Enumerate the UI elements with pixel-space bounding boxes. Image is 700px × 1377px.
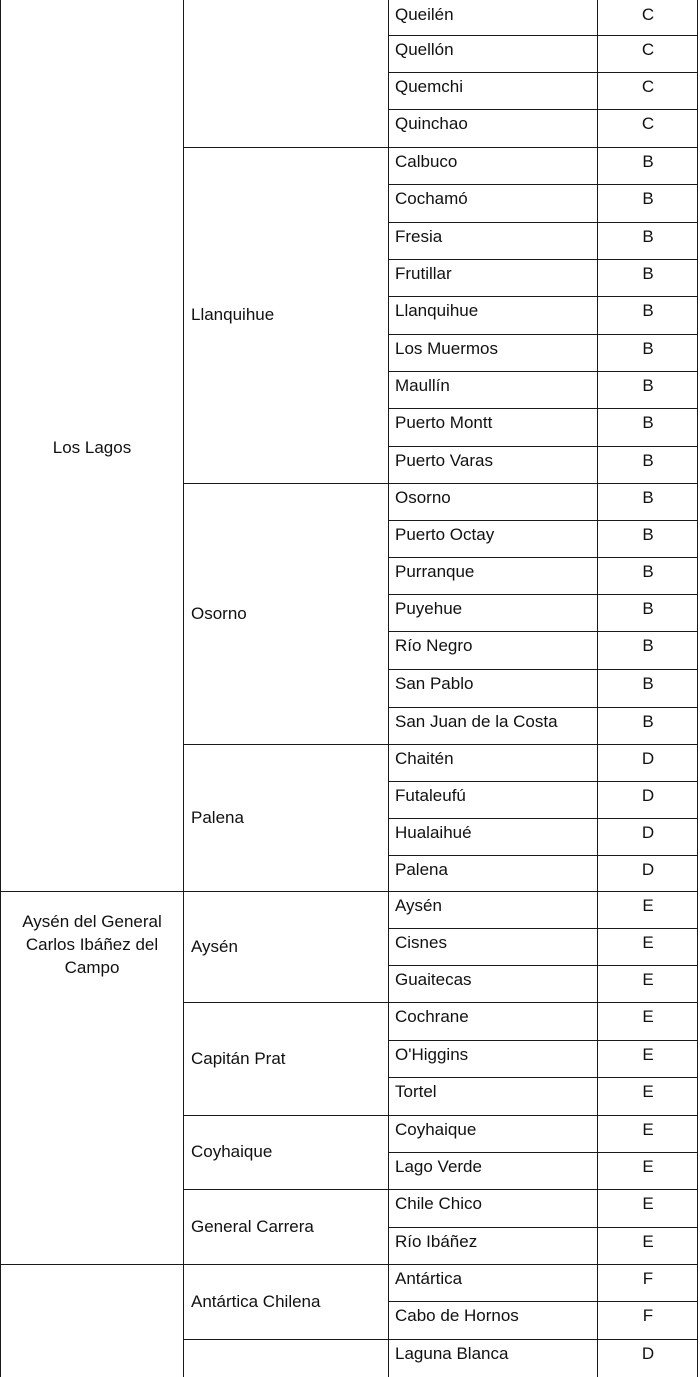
grade-value: E: [642, 1045, 654, 1064]
commune-name: Quellón: [395, 40, 454, 59]
grade-value: E: [642, 1082, 654, 1101]
grade-value: B: [642, 264, 654, 283]
province-name: Coyhaique: [191, 1142, 273, 1161]
grade-value: B: [642, 674, 654, 693]
grade-value: D: [641, 860, 655, 879]
grade-value: B: [642, 339, 654, 358]
commune-name: Futaleufú: [395, 786, 466, 805]
commune-name: Fresia: [395, 227, 443, 246]
commune-name: Hualaihué: [395, 823, 472, 842]
commune-name: Llanquihue: [395, 301, 479, 320]
grade-value: B: [642, 562, 654, 581]
commune-name: Chile Chico: [395, 1194, 482, 1213]
grade-value: B: [642, 189, 654, 208]
grade-value: D: [641, 786, 655, 805]
grade-value: E: [642, 896, 654, 915]
grade-value: B: [642, 227, 654, 246]
grade-value: B: [642, 525, 654, 544]
commune-name: Cisnes: [395, 933, 447, 952]
province-name: Llanquihue: [191, 305, 275, 324]
province-cell: [184, 0, 389, 147]
grade-value: E: [642, 970, 654, 989]
grade-value: B: [642, 376, 654, 395]
grade-value: E: [642, 1007, 654, 1026]
grade-value: C: [641, 77, 655, 96]
commune-name: Calbuco: [395, 152, 458, 171]
grade-value: E: [642, 1157, 654, 1176]
grade-value: F: [642, 1306, 654, 1325]
province-name: Capitán Prat: [191, 1049, 286, 1068]
grade-value: D: [641, 749, 655, 768]
grade-value: D: [641, 823, 655, 842]
grade-value: B: [642, 599, 654, 618]
commune-name: Antártica: [395, 1269, 463, 1288]
commune-name: Cochamó: [395, 189, 468, 208]
commune-name: Tortel: [395, 1082, 437, 1101]
province-name: Osorno: [191, 604, 247, 623]
grade-value: C: [641, 40, 655, 59]
commune-name: San Pablo: [395, 674, 474, 693]
commune-name: Purranque: [395, 562, 475, 581]
grade-value: B: [642, 636, 654, 655]
grade-value: B: [642, 301, 654, 320]
grade-value: B: [642, 712, 654, 731]
region-cell: [0, 1264, 184, 1377]
commune-name: Quemchi: [395, 77, 464, 96]
grade-value: F: [642, 1269, 654, 1288]
commune-name: Río Negro: [395, 636, 473, 655]
commune-name: Coyhaique: [395, 1120, 477, 1139]
commune-name: Chaitén: [395, 749, 454, 768]
province-name: Palena: [191, 808, 244, 827]
province-cell: [184, 1339, 389, 1377]
grade-value: B: [642, 451, 654, 470]
grade-value: B: [642, 413, 654, 432]
commune-name: Aysén: [395, 896, 442, 915]
commune-name: Puerto Montt: [395, 413, 493, 432]
commune-name: Puerto Varas: [395, 451, 493, 470]
province-name: Antártica Chilena: [191, 1292, 321, 1311]
region-name: Aysén del General Carlos Ibáñez del Campo: [22, 912, 162, 977]
region-name: Los Lagos: [52, 438, 132, 457]
grade-value: B: [642, 152, 654, 171]
commune-name: Laguna Blanca: [395, 1344, 509, 1363]
commune-name: O'Higgins: [395, 1045, 469, 1064]
commune-name: Quinchao: [395, 114, 468, 133]
grade-value: B: [642, 488, 654, 507]
grade-value: D: [641, 1344, 655, 1363]
grade-value: E: [642, 1194, 654, 1213]
commune-name: Palena: [395, 860, 448, 879]
commune-name: San Juan de la Costa: [395, 712, 558, 731]
commune-name: Cabo de Hornos: [395, 1306, 519, 1325]
grade-value: C: [641, 5, 655, 24]
commune-name: Puyehue: [395, 599, 463, 618]
commune-name: Queilén: [395, 5, 454, 24]
commune-name: Los Muermos: [395, 339, 498, 358]
grade-value: C: [641, 114, 655, 133]
grade-value: E: [642, 1232, 654, 1251]
commune-name: Maullín: [395, 376, 450, 395]
commune-name: Cochrane: [395, 1007, 469, 1026]
commune-name: Lago Verde: [395, 1157, 482, 1176]
commune-name: Frutillar: [395, 264, 452, 283]
grade-value: E: [642, 1120, 654, 1139]
grade-value: E: [642, 933, 654, 952]
commune-name: Guaitecas: [395, 970, 472, 989]
commune-name: Puerto Octay: [395, 525, 495, 544]
province-name: General Carrera: [191, 1217, 314, 1236]
province-name: Aysén: [191, 937, 238, 956]
commune-name: Osorno: [395, 488, 451, 507]
commune-name: Río Ibáñez: [395, 1232, 478, 1251]
